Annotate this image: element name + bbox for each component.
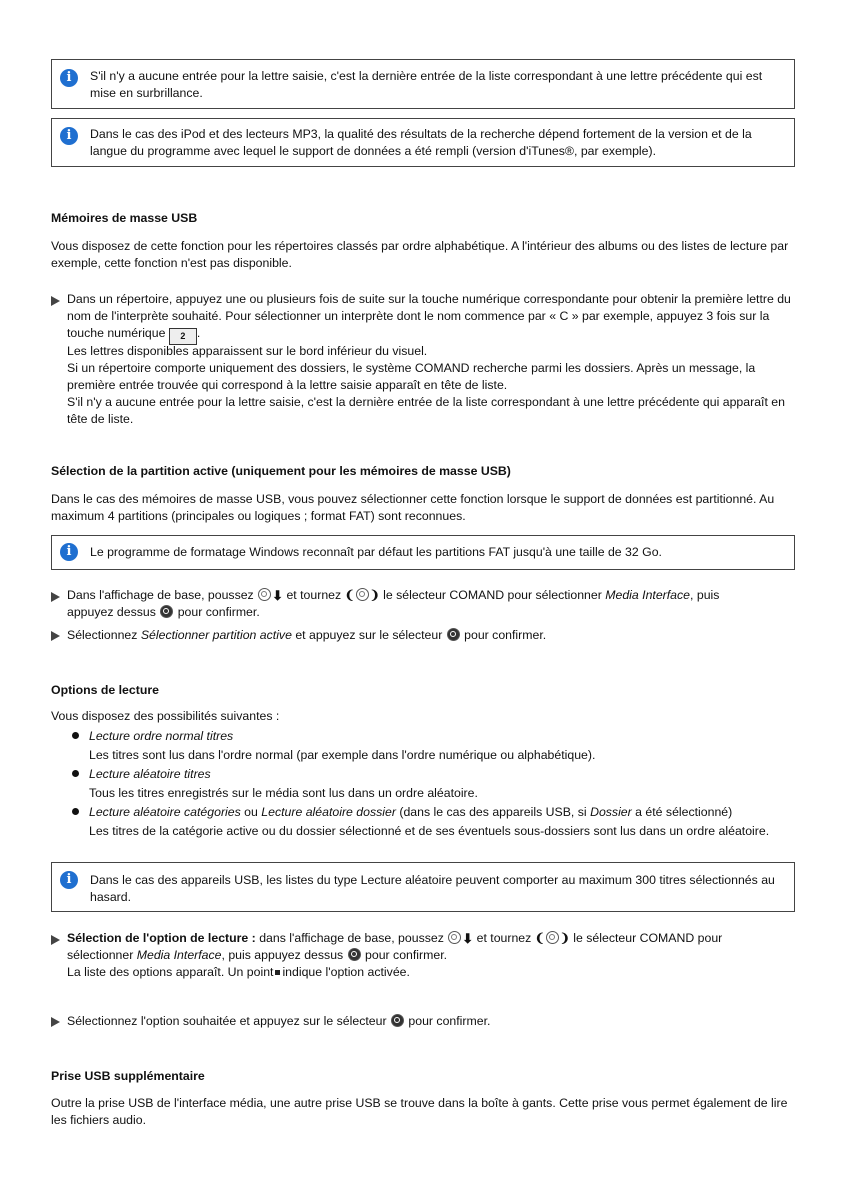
step-line: S'il n'y a aucune entrée pour la lettre saisie, c'est la dernière entrée de la liste correspondant à une lettre précédente qui apparaît en tête de liste. <box>67 395 785 426</box>
note-text: S'il n'y a aucune entrée pour la lettre saisie, c'est la dernière entrée de la liste correspondant à une lettre précédente qui est mise en surbrillance. <box>90 69 763 100</box>
paragraph: Outre la prise USB de l'interface média, une autre prise USB se trouve dans la boîte à gants. Cette prise vous permet également de lire les fichiers audio. <box>51 1096 788 1127</box>
section-heading: Sélection de la partition active (uniquement pour les mémoires de masse USB) <box>51 464 511 478</box>
instruction-step: Dans un répertoire, appuyez une ou plusieurs fois de suite sur la touche numérique correspondante pour obtenir la première lettre du nom de l'interprète souhaité. Pour sélectionner un interprète dont le nom commence par « C » par exemple, appuyez 3 fois sur la touche numérique 2 . <box>67 291 797 345</box>
option-text: Les titres de la catégorie active ou du dossier sélectionné et de ses éventuels sous-dossiers sont lus dans un ordre aléatoire. <box>89 824 770 838</box>
info-icon: i <box>60 127 78 145</box>
info-icon: i <box>60 543 78 561</box>
controller-knob-icon <box>258 588 271 601</box>
press-controller-icon <box>160 605 173 618</box>
info-note <box>51 59 795 109</box>
instruction-step: Sélectionnez Sélectionner partition active et appuyez sur le sélecteur pour confirmer. <box>67 628 547 642</box>
section-heading: Prise USB supplémentaire <box>51 1069 205 1083</box>
paragraph: Dans le cas des mémoires de masse USB, vous pouvez sélectionner cette fonction lorsque le support de données est partitionné. Au maximum 4 partitions (principales ou logiques ; format FAT) sont reconnues. <box>51 492 775 523</box>
option-title: Lecture aléatoire titres <box>89 767 211 781</box>
controller-knob-icon <box>448 931 461 944</box>
down-arrow-icon: ⬇ <box>462 931 474 946</box>
press-controller-icon <box>348 948 361 961</box>
option-title: Lecture aléatoire catégories ou Lecture aléatoire dossier (dans le cas des appareils USB, si Dossier a été sélectionné) <box>89 805 733 819</box>
controller-knob-icon <box>356 588 369 601</box>
step-arrow-icon <box>51 935 60 945</box>
note-text: Le programme de formatage Windows reconnaît par défaut les partitions FAT jusqu'à une taille de 32 Go. <box>90 545 662 559</box>
info-icon: i <box>60 871 78 889</box>
bullet-icon <box>72 732 79 739</box>
instruction-step: Sélectionnez l'option souhaitée et appuyez sur le sélecteur pour confirmer. <box>67 1014 491 1028</box>
info-note <box>51 862 795 912</box>
option-text: Les titres sont lus dans l'ordre normal (par exemple dans l'ordre numérique ou alphabétique). <box>89 748 596 762</box>
step-arrow-icon <box>51 592 60 602</box>
step-arrow-icon <box>51 296 60 306</box>
press-controller-icon <box>447 628 460 641</box>
step-arrow-icon <box>51 1017 60 1027</box>
option-text: Tous les titres enregistrés sur le média sont lus dans un ordre aléatoire. <box>89 786 478 800</box>
info-note <box>51 535 795 570</box>
section-heading: Mémoires de masse USB <box>51 211 198 225</box>
step-arrow-icon <box>51 631 60 641</box>
turn-controller-icon: ❨ ❩ <box>344 588 380 602</box>
option-title: Lecture ordre normal titres <box>89 729 234 743</box>
info-note <box>51 118 795 167</box>
note-text: Dans le cas des appareils USB, les listes du type Lecture aléatoire peuvent comporter au maximum 300 titres sélectionnés au hasard. <box>90 873 775 904</box>
info-icon: i <box>60 69 78 87</box>
instruction-step: Dans l'affichage de base, poussez ⬇ et tournez ❨ ❩ le sélecteur COMAND pour sélectionner Media Interface, puis appuyez dessus pour confirmer. <box>67 588 720 619</box>
bullet-icon <box>72 808 79 815</box>
step-line: Si un répertoire comporte uniquement des dossiers, le système COMAND recherche parmi les dossiers. Après un message, la première entrée trouvée qui correspond à la lettre saisie apparaît en tête de liste. <box>67 361 756 392</box>
paragraph: Vous disposez des possibilités suivantes : <box>51 709 280 723</box>
step-line: Les lettres disponibles apparaissent sur le bord inférieur du visuel. <box>67 344 428 358</box>
note-text: Dans le cas des iPod et des lecteurs MP3, la qualité des résultats de la recherche dépend fortement de la version et de la langue du programme avec lequel le support de données a été rempli (version d'iTunes®, par exemple). <box>90 127 752 158</box>
press-controller-icon <box>391 1014 404 1027</box>
turn-controller-icon: ❨ ❩ <box>534 931 570 945</box>
paragraph: Vous disposez de cette fonction pour les répertoires classés par ordre alphabétique. A l'intérieur des albums ou des listes de lecture par exemple, cette fonction n'est pas disponible. <box>51 239 789 270</box>
down-arrow-icon: ⬇ <box>272 588 284 603</box>
numeric-key-2-icon: 2 <box>169 328 197 345</box>
section-heading: Options de lecture <box>51 683 159 697</box>
active-dot-icon <box>275 970 280 975</box>
bullet-icon <box>72 770 79 777</box>
instruction-step: Sélection de l'option de lecture : dans l'affichage de base, poussez ⬇ et tournez ❨ ❩ le sélecteur COMAND pour sélectionner Media Interface, puis appuyez dessus pour confirmer. La liste des options apparaît. Un point indique l'option activée. <box>67 931 723 979</box>
controller-knob-icon <box>546 931 559 944</box>
